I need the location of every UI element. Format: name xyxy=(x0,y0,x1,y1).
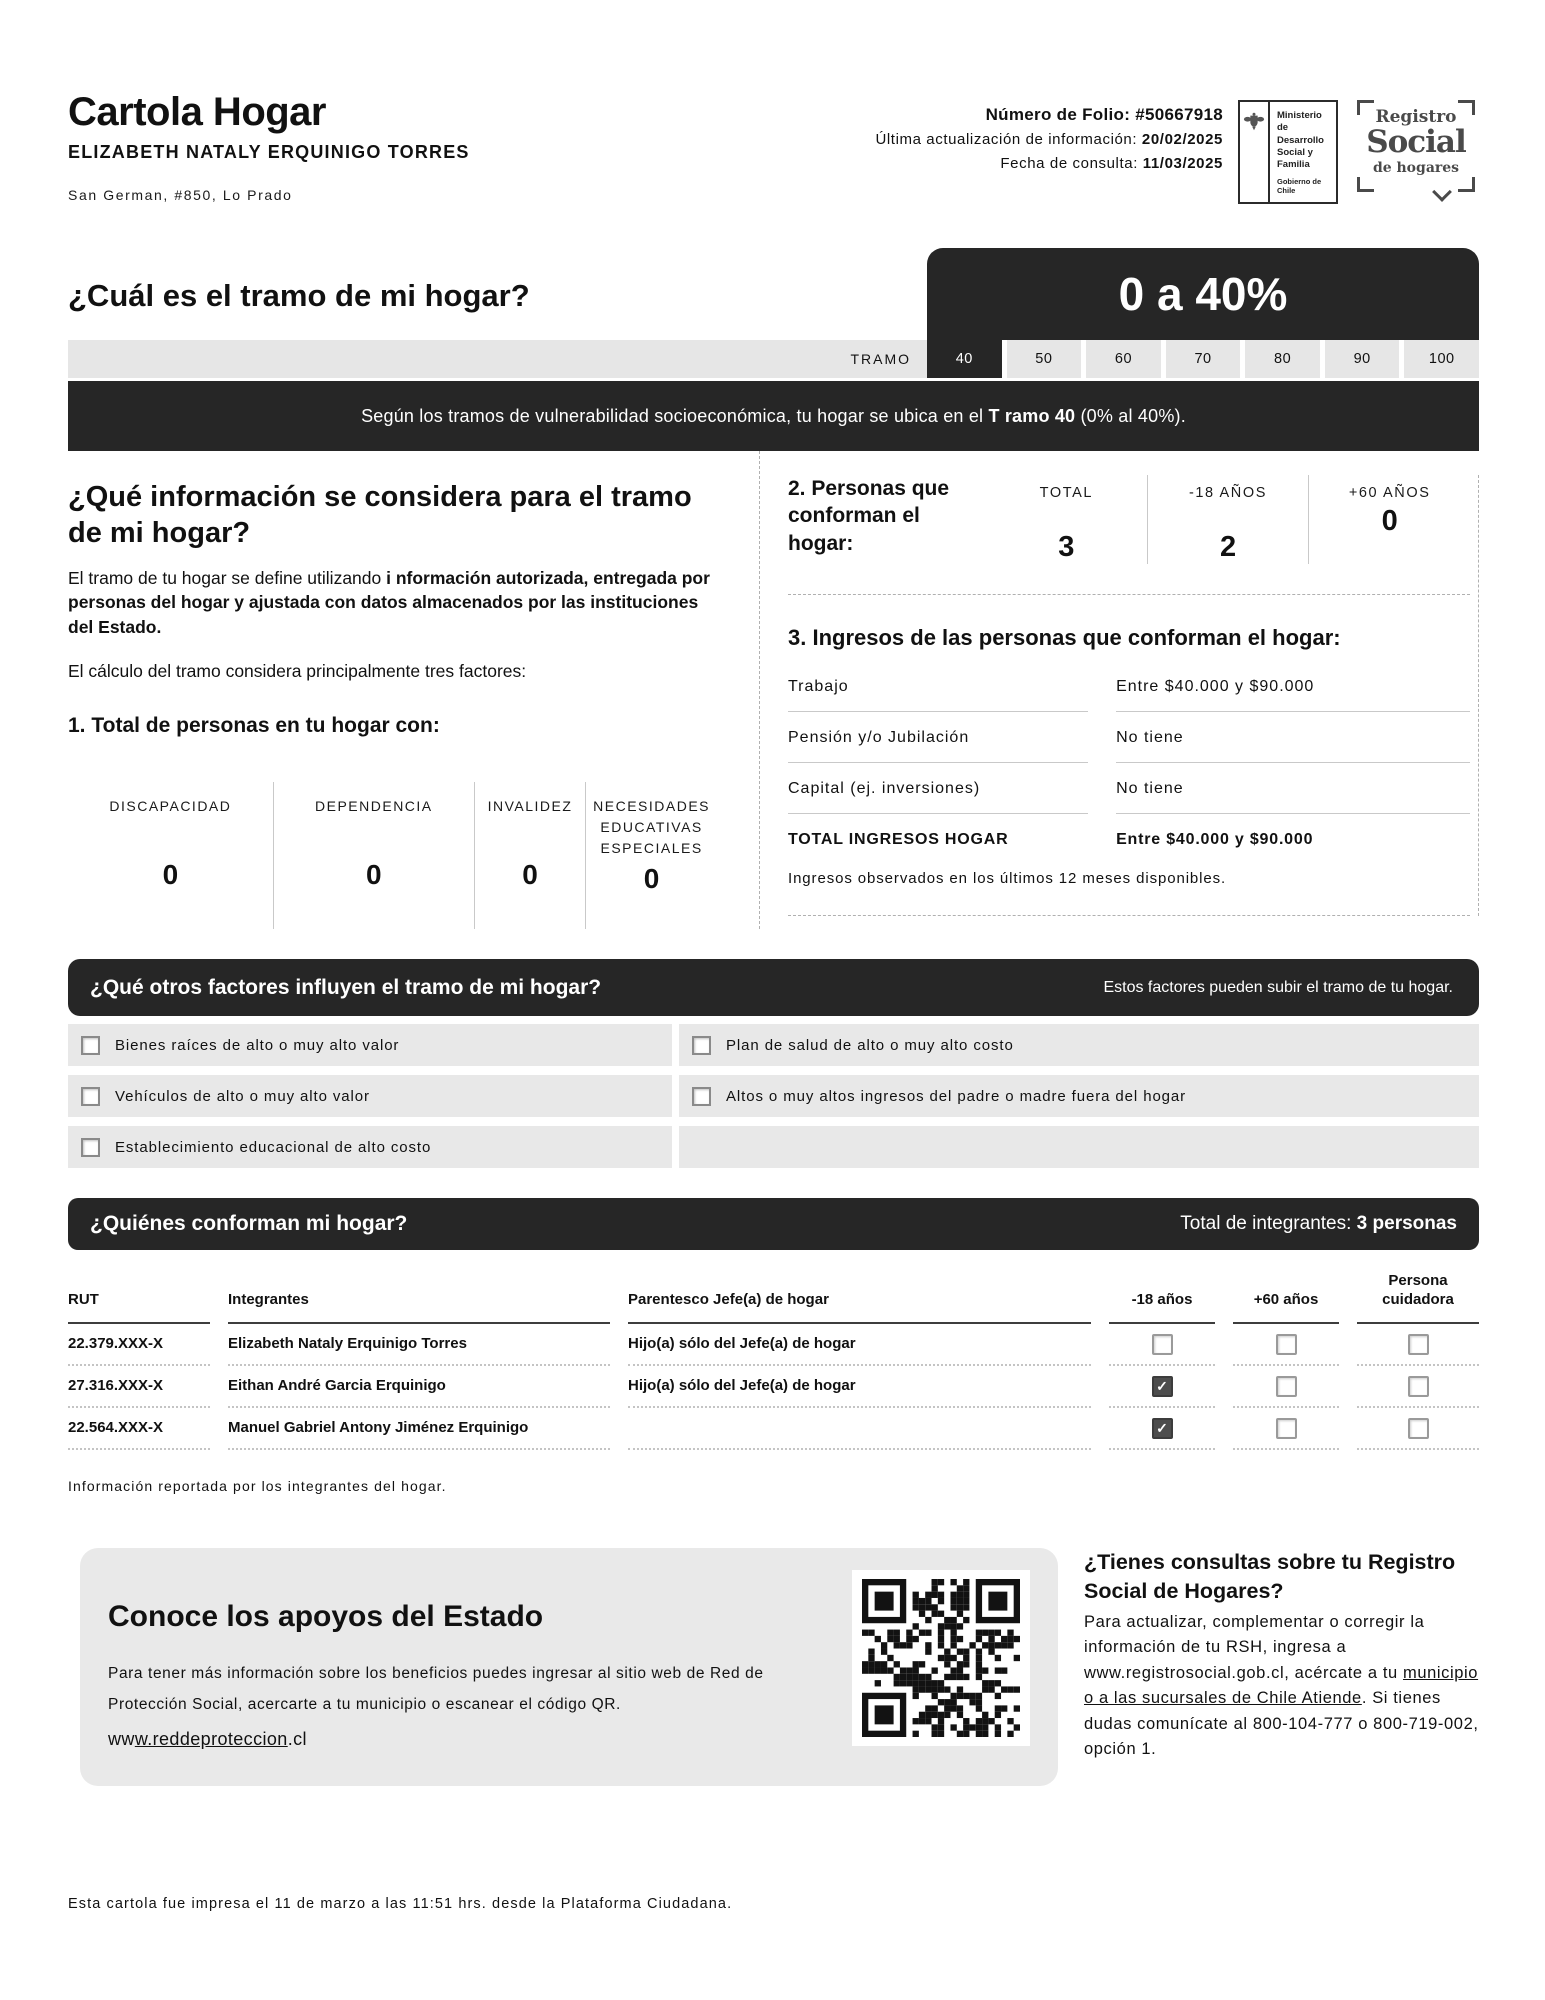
counter-value: 0 xyxy=(522,859,538,890)
personas-heading: 2. Personas que conforman el hogar: xyxy=(788,477,950,555)
bracket-corner-icon xyxy=(1357,100,1374,115)
personas-col-over60 xyxy=(1308,475,1470,564)
folio-updated xyxy=(875,128,1223,151)
consults-link[interactable]: municipio o a las sucursales de Chile Atiende xyxy=(1084,1663,1479,1708)
info-paragraph xyxy=(68,566,717,640)
counter-discapacidad xyxy=(68,782,273,929)
personas-col-label: TOTAL xyxy=(1039,485,1094,501)
ingreso-row-pension xyxy=(788,712,1470,763)
factor-checkbox[interactable] xyxy=(81,1036,100,1055)
name-cell: Elizabeth Nataly Erquinigo Torres xyxy=(228,1324,610,1366)
header xyxy=(68,90,1479,204)
counter-value: 0 xyxy=(162,859,179,890)
th-rut: RUT xyxy=(68,1260,210,1324)
personas-col-total xyxy=(986,475,1147,564)
counter-value: 0 xyxy=(366,859,382,890)
factor-label: Altos o muy altos ingresos del padre o madre fuera del hogar xyxy=(726,1087,1187,1105)
ingresos-total-label: TOTAL INGRESOS HOGAR xyxy=(788,831,1009,848)
parentesco-cell: Hijo(a) sólo del Jefe(a) de hogar xyxy=(628,1366,1091,1408)
over60-cell xyxy=(1233,1408,1339,1450)
info-heading: ¿Qué información se considera para el tramo de mi hogar? xyxy=(68,481,692,550)
th-parentesco: Parentesco Jefe(a) de hogar xyxy=(628,1260,1091,1324)
factor-ingresos-padre-madre xyxy=(679,1075,1479,1117)
personas-col-value: 3 xyxy=(1058,531,1075,563)
folio-updated-label: Última actualización de información: xyxy=(875,131,1142,149)
parentesco-cell xyxy=(628,1408,1091,1450)
folio-consult-date xyxy=(875,152,1223,175)
folio-consult-label: Fecha de consulta: xyxy=(1000,154,1143,172)
supports-title: Conoce los apoyos del Estado xyxy=(108,1599,544,1633)
supports-link-suffix: .cl xyxy=(287,1729,307,1750)
caregiver-cell xyxy=(1357,1408,1479,1450)
over60-cell xyxy=(1233,1366,1339,1408)
under18-checkbox[interactable]: ✓ xyxy=(1152,1418,1173,1439)
info-column-left xyxy=(68,451,760,929)
tramo-segment-100: 100 xyxy=(1404,340,1479,378)
ingreso-label: Capital (ej. inversiones) xyxy=(788,763,1088,814)
personas-col-value: 0 xyxy=(1381,505,1398,537)
factor-label: Plan de salud de alto o muy alto costo xyxy=(726,1036,1014,1054)
other-factors-bar xyxy=(68,959,1479,1016)
info-column-right-inner xyxy=(788,475,1479,916)
members-footnote: Información reportada por los integrantes del hogar. xyxy=(68,1477,447,1494)
other-factors-heading: ¿Qué otros factores influyen el tramo de mi hogar? xyxy=(90,975,602,999)
tramo-message-text xyxy=(361,406,1186,427)
members-total-value: 3 personas xyxy=(1356,1213,1457,1234)
factor-checkbox[interactable] xyxy=(692,1087,711,1106)
tramo-message xyxy=(68,381,1479,451)
factor1-heading: 1. Total de personas en tu hogar con: xyxy=(68,714,440,737)
bracket-corner-icon xyxy=(1458,100,1475,115)
consults-paragraph xyxy=(1084,1610,1479,1763)
tramo-segment-40: 40 xyxy=(927,340,1002,378)
caregiver-cell xyxy=(1357,1366,1479,1408)
factor-plan-salud xyxy=(679,1024,1479,1066)
consults-heading: ¿Tienes consultas sobre tu Registro Social de Hogares? xyxy=(1084,1549,1456,1603)
counter-label: DISCAPACIDAD xyxy=(109,798,232,814)
rut-cell: 27.316.XXX-X xyxy=(68,1366,210,1408)
folio-updated-value: 20/02/2025 xyxy=(1141,131,1223,149)
folio-number: Número de Folio: #50667918 xyxy=(985,105,1223,124)
tramo-segment-90: 90 xyxy=(1325,340,1400,378)
counter-label: NECESIDADES EDUCATIVAS ESPECIALES xyxy=(593,798,710,856)
ingreso-label: Trabajo xyxy=(788,661,1088,712)
caregiver-checkbox[interactable] xyxy=(1408,1334,1429,1355)
holder-name: ELIZABETH NATALY ERQUINIGO TORRES xyxy=(68,142,470,162)
members-total-label: Total de integrantes: xyxy=(1180,1213,1357,1234)
over60-checkbox[interactable] xyxy=(1276,1334,1297,1355)
th-over60: +60 años xyxy=(1233,1260,1339,1324)
counter-label: INVALIDEZ xyxy=(487,798,573,814)
tramo-message-prefix: Según los tramos de vulnerabilidad socioeconómica, tu hogar se ubica en el xyxy=(361,405,989,426)
name-cell: Eithan André Garcia Erquinigo xyxy=(228,1366,610,1408)
personas-col-label: -18 AÑOS xyxy=(1188,485,1268,501)
under18-checkbox[interactable] xyxy=(1152,1334,1173,1355)
th-integrantes: Integrantes xyxy=(228,1260,610,1324)
factor-label: Vehículos de alto o muy alto valor xyxy=(115,1087,370,1105)
ingreso-row-trabajo xyxy=(788,661,1470,712)
holder-address: San German, #850, Lo Prado xyxy=(68,187,293,203)
rsh-logo-line3: de hogares xyxy=(1372,159,1460,176)
supports-card xyxy=(80,1548,1058,1786)
members-heading: ¿Quiénes conforman mi hogar? xyxy=(90,1212,408,1235)
tramo-question: ¿Cuál es el tramo de mi hogar? xyxy=(68,278,530,313)
factor-checkbox[interactable] xyxy=(692,1036,711,1055)
tramo-segment-80: 80 xyxy=(1245,340,1320,378)
rsh-logo xyxy=(1353,100,1479,198)
info-secondary-paragraph: El cálculo del tramo considera principalmente tres factores: xyxy=(68,661,527,681)
ingresos-heading: 3. Ingresos de las personas que conforman el hogar: xyxy=(788,625,1341,650)
supports-paragraph xyxy=(108,1658,828,1758)
header-right xyxy=(875,100,1479,204)
tramo-section xyxy=(68,248,1479,340)
folio-consult-value: 11/03/2025 xyxy=(1142,154,1223,172)
tramo-message-suffix: (0% al 40%). xyxy=(1075,405,1186,426)
ministry-line: Ministerio de xyxy=(1277,110,1322,134)
personas-col-value: 2 xyxy=(1219,531,1237,563)
personas-section xyxy=(788,475,1470,595)
consults-column xyxy=(1084,1548,1479,1763)
ingreso-label: Pensión y/o Jubilación xyxy=(788,712,1088,763)
th-under18: -18 años xyxy=(1109,1260,1215,1324)
members-bar xyxy=(68,1198,1479,1250)
gobierno-de-chile-label: Gobierno de Chile xyxy=(1277,176,1322,196)
over60-checkbox[interactable] xyxy=(1276,1418,1297,1439)
under18-cell xyxy=(1109,1408,1215,1450)
members-table xyxy=(68,1260,1479,1450)
rut-cell: 22.379.XXX-X xyxy=(68,1324,210,1366)
personas-col-under18 xyxy=(1147,475,1309,564)
counter-dependencia xyxy=(273,782,474,929)
factor-checkbox[interactable] xyxy=(81,1138,100,1157)
supports-paragraph-text: Para tener más información sobre los beneficios puedes ingresar al sitio web de Red de Protección Social, acercarte a tu municipio o escanear el código QR. xyxy=(108,1664,764,1714)
supports-link[interactable] xyxy=(108,1729,307,1749)
caregiver-checkbox[interactable] xyxy=(1408,1376,1429,1397)
ministry-line: Social y xyxy=(1277,147,1313,159)
factor-checkbox[interactable] xyxy=(81,1087,100,1106)
ministry-logo xyxy=(1238,100,1338,204)
consults-text: Para actualizar, complementar o corregir la información de tu RSH, ingresa a www.registrosocial.gob.cl, acércate a tu xyxy=(1084,1612,1425,1682)
caregiver-checkbox[interactable] xyxy=(1408,1418,1429,1439)
header-left xyxy=(68,90,470,203)
info-paragraph-bold: i nformación autorizada, entregada por personas del hogar y ajustada con datos almacenados por las instituciones del Estado. xyxy=(68,567,710,637)
qr-code xyxy=(852,1570,1030,1746)
tramo-scale-label: TRAMO xyxy=(850,351,911,367)
factor-label: Bienes raíces de alto o muy alto valor xyxy=(115,1036,400,1054)
personas-col-label: +60 AÑOS xyxy=(1348,485,1431,501)
rut-cell: 22.564.XXX-X xyxy=(68,1408,210,1450)
name-cell: Manuel Gabriel Antony Jiménez Erquinigo xyxy=(228,1408,610,1450)
speech-bubble-tail-icon xyxy=(1432,182,1452,202)
other-factors-grid xyxy=(68,1024,1479,1168)
bracket-corner-icon xyxy=(1357,177,1374,192)
ingreso-value: No tiene xyxy=(1116,763,1470,814)
counters-row xyxy=(68,782,717,929)
tramo-scale-filler xyxy=(68,340,850,378)
under18-cell xyxy=(1109,1366,1215,1408)
parentesco-cell: Hijo(a) sólo del Jefe(a) de hogar xyxy=(628,1324,1091,1366)
tramo-segment-50: 50 xyxy=(1007,340,1082,378)
over60-cell xyxy=(1233,1324,1339,1366)
th-persona-cuidadora: Persona cuidadora xyxy=(1357,1260,1479,1324)
counter-necesidades-educativas xyxy=(585,782,717,929)
factor-vehiculos xyxy=(68,1075,672,1117)
other-factors-note: Estos factores pueden subir el tramo de tu hogar. xyxy=(1103,978,1453,996)
factor-bienes-raices xyxy=(68,1024,672,1066)
ministry-logo-text xyxy=(1270,102,1336,202)
footer-note: Esta cartola fue impresa el 11 de marzo a las 11:51 hrs. desde la Plataforma Ciudadana. xyxy=(68,1896,733,1912)
tramo-scale xyxy=(68,340,1479,378)
members-total xyxy=(1180,1213,1457,1235)
folio-block xyxy=(875,102,1223,175)
ingresos-total-value: Entre $40.000 y $90.000 xyxy=(1116,831,1314,848)
tramo-segment-70: 70 xyxy=(1166,340,1241,378)
info-columns xyxy=(68,451,1479,929)
info-column-right xyxy=(760,451,1479,929)
supports-section xyxy=(68,1548,1479,1786)
factor-label: Establecimiento educacional de alto costo xyxy=(115,1138,432,1156)
ingreso-value: No tiene xyxy=(1116,712,1470,763)
ingreso-row-capital xyxy=(788,763,1470,814)
tramo-segment-60: 60 xyxy=(1086,340,1161,378)
factor-cell-empty xyxy=(679,1126,1479,1168)
ingresos-total-row xyxy=(788,814,1470,864)
counter-label: DEPENDENCIA xyxy=(315,798,433,814)
caregiver-cell xyxy=(1357,1324,1479,1366)
over60-checkbox[interactable] xyxy=(1276,1376,1297,1397)
supports-link-underline: w.reddeproteccion xyxy=(134,1729,288,1750)
tramo-scale-cells xyxy=(927,340,1479,378)
page-title: Cartola Hogar xyxy=(68,90,326,134)
ingresos-note: Ingresos observados en los últimos 12 meses disponibles. xyxy=(788,870,1470,916)
under18-checkbox[interactable]: ✓ xyxy=(1152,1376,1173,1397)
chile-coat-of-arms-icon xyxy=(1240,102,1270,202)
consults-text: . Si tienes dudas comunícate al 800-104-777 o 800-719-002, opción 1. xyxy=(1084,1689,1479,1759)
ingreso-value: Entre $40.000 y $90.000 xyxy=(1116,661,1470,712)
info-paragraph-normal: El tramo de tu hogar se define utilizando xyxy=(68,567,387,588)
ingresos-table xyxy=(788,661,1470,864)
ministry-line: Familia xyxy=(1277,159,1310,171)
rsh-logo-line1: Registro xyxy=(1375,107,1457,127)
counter-invalidez xyxy=(474,782,585,929)
rsh-logo-line2: Social xyxy=(1366,123,1466,160)
ministry-line: Desarrollo xyxy=(1277,134,1324,146)
counter-value: 0 xyxy=(643,863,660,894)
tramo-range-box: 0 a 40% xyxy=(927,248,1479,340)
supports-link-prefix: ww xyxy=(108,1729,135,1750)
bracket-corner-icon xyxy=(1458,177,1475,192)
factor-establecimiento-educacional xyxy=(68,1126,672,1168)
tramo-message-bold: T ramo 40 xyxy=(988,405,1076,426)
under18-cell xyxy=(1109,1324,1215,1366)
